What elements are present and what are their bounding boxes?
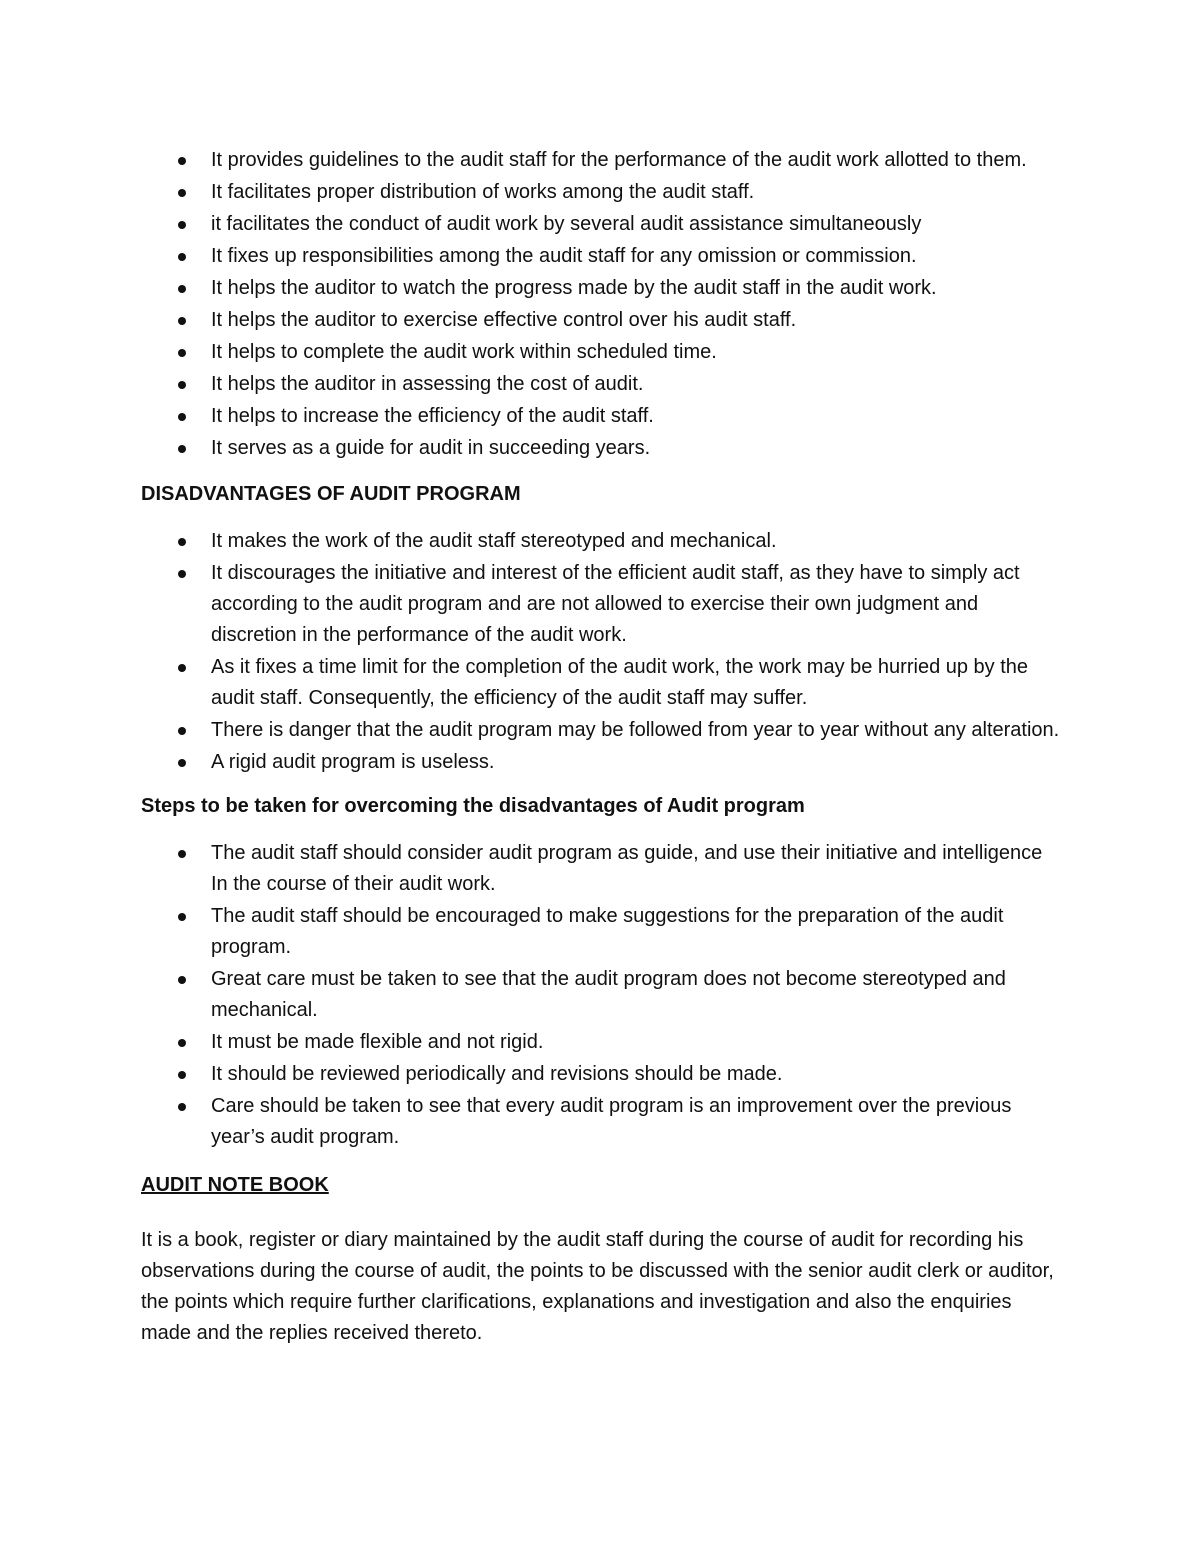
bullet-icon xyxy=(178,850,186,858)
list-item: There is danger that the audit program may be followed from year to year without any alteration. xyxy=(141,715,1061,746)
steps-heading: Steps to be taken for overcoming the disadvantages of Audit program xyxy=(141,795,805,817)
bullet-icon xyxy=(178,413,186,421)
bullet-icon xyxy=(178,570,186,578)
bullet-icon xyxy=(178,221,186,229)
bullet-icon xyxy=(178,1039,186,1047)
list-item: it facilitates the conduct of audit work by several audit assistance simultaneously xyxy=(141,209,1061,240)
bullet-icon xyxy=(178,381,186,389)
list-item: It makes the work of the audit staff stereotyped and mechanical. xyxy=(141,526,1061,557)
list-item: It provides guidelines to the audit staff for the performance of the audit work allotted to them. xyxy=(141,145,1061,176)
list-item: It serves as a guide for audit in succeeding years. xyxy=(141,433,1061,464)
bullet-icon xyxy=(178,189,186,197)
list-item: It must be made flexible and not rigid. xyxy=(141,1027,1061,1058)
list-item: The audit staff should be encouraged to make suggestions for the preparation of the audit program. xyxy=(141,901,1061,963)
document-page xyxy=(141,141,1061,1349)
disadvantages-list xyxy=(141,526,1061,778)
bullet-icon xyxy=(178,253,186,261)
list-item: A rigid audit program is useless. xyxy=(141,747,1061,778)
list-item: It fixes up responsibilities among the audit staff for any omission or commission. xyxy=(141,241,1061,272)
list-item: Care should be taken to see that every audit program is an improvement over the previous year’s audit program. xyxy=(141,1091,1061,1153)
bullet-icon xyxy=(178,445,186,453)
bullet-icon xyxy=(178,913,186,921)
bullet-icon xyxy=(178,538,186,546)
steps-list xyxy=(141,838,1061,1153)
list-item: It helps to complete the audit work within scheduled time. xyxy=(141,337,1061,368)
bullet-icon xyxy=(178,727,186,735)
bullet-icon xyxy=(178,976,186,984)
bullet-icon xyxy=(178,317,186,325)
advantages-list xyxy=(141,145,1061,464)
bullet-icon xyxy=(178,349,186,357)
disadvantages-heading: DISADVANTAGES OF AUDIT PROGRAM xyxy=(141,483,521,505)
list-item: It helps the auditor in assessing the cost of audit. xyxy=(141,369,1061,400)
bullet-icon xyxy=(178,759,186,767)
list-item: As it fixes a time limit for the completion of the audit work, the work may be hurried up by the audit staff. Consequently, the efficiency of the audit staff may suffer. xyxy=(141,652,1061,714)
bullet-icon xyxy=(178,1071,186,1079)
list-item: It helps to increase the efficiency of the audit staff. xyxy=(141,401,1061,432)
audit-note-book-paragraph: It is a book, register or diary maintained by the audit staff during the course of audit for recording his observations during the course of audit, the points to be discussed with the senior audit clerk or auditor, the points which require further clarifications, explanations and investigation and also the enquiries made and the replies received thereto. xyxy=(141,1229,1054,1344)
list-item: The audit staff should consider audit program as guide, and use their initiative and intelligence In the course of their audit work. xyxy=(141,838,1061,900)
bullet-icon xyxy=(178,664,186,672)
list-item: It helps the auditor to watch the progress made by the audit staff in the audit work. xyxy=(141,273,1061,304)
bullet-icon xyxy=(178,1103,186,1111)
list-item: Great care must be taken to see that the audit program does not become stereotyped and mechanical. xyxy=(141,964,1061,1026)
bullet-icon xyxy=(178,285,186,293)
list-item: It helps the auditor to exercise effective control over his audit staff. xyxy=(141,305,1061,336)
audit-note-book-heading: AUDIT NOTE BOOK xyxy=(141,1174,329,1196)
list-item: It facilitates proper distribution of works among the audit staff. xyxy=(141,177,1061,208)
list-item: It should be reviewed periodically and revisions should be made. xyxy=(141,1059,1061,1090)
list-item: It discourages the initiative and interest of the efficient audit staff, as they have to simply act according to the audit program and are not allowed to exercise their own judgment and discretion in the performance of the audit work. xyxy=(141,558,1061,651)
bullet-icon xyxy=(178,157,186,165)
